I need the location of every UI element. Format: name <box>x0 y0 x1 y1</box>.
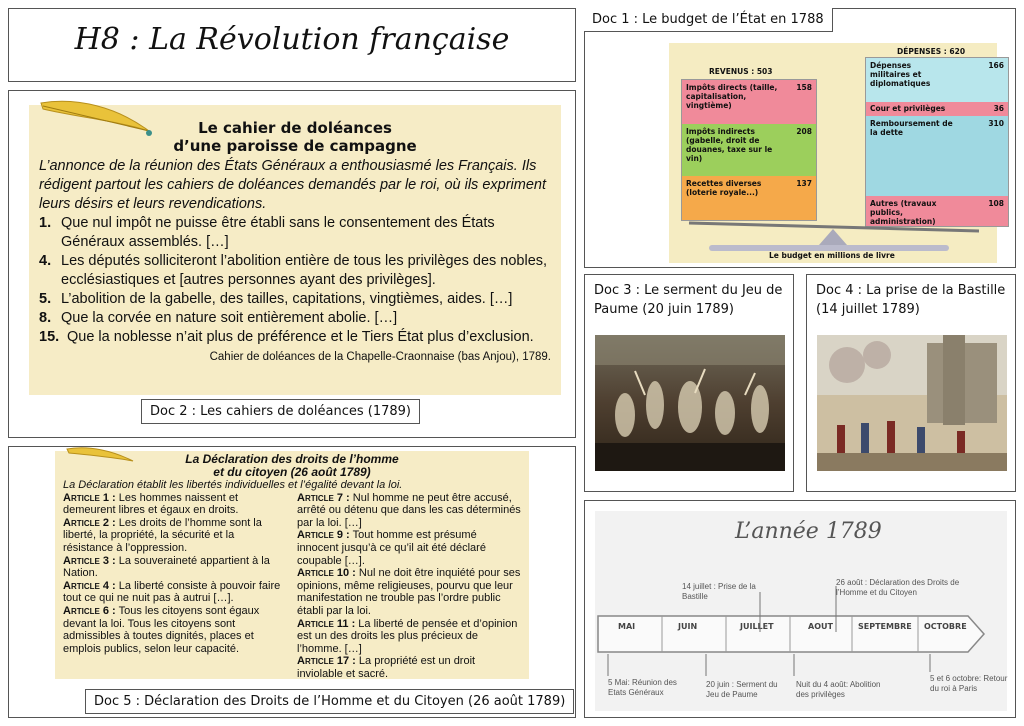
decl-article <box>63 517 287 555</box>
revenus-item <box>682 176 816 220</box>
article-label: Article 6 : <box>63 604 116 617</box>
budget-label: Impôts indirects (gabelle, droit de douanes, taxe sur le vin) <box>686 127 773 163</box>
depenses-column <box>865 57 1009 227</box>
timeline-month: JUILLET <box>740 622 774 631</box>
timeline-month: JUIN <box>678 622 698 631</box>
budget-value: 36 <box>993 104 1004 113</box>
revenus-column <box>681 79 817 221</box>
doc3-box <box>584 274 794 492</box>
doc5-caption: Doc 5 : Déclaration des Droits de l’Homme et du Citoyen (26 août 1789) <box>85 689 574 714</box>
budget-illustration <box>669 43 1004 263</box>
doc5-columns <box>63 492 521 681</box>
doc2-heading-2: d’une paroisse de campagne <box>173 137 417 155</box>
timeline-note-serment: 20 juin : Serment du Jeu de Paume <box>706 680 778 699</box>
decl-article <box>297 618 521 656</box>
depenses-title: DÉPENSES : 620 <box>897 47 966 56</box>
budget-footer: Le budget en millions de livre <box>769 251 895 260</box>
budget-label: Dépenses militaires et diplomatiques <box>870 61 931 88</box>
timeline-title: L’année 1789 <box>735 519 882 544</box>
article-label: Article 10 : <box>297 567 356 580</box>
doc5-right-column <box>297 492 521 681</box>
budget-label: Autres (travaux publics, administration) <box>870 199 937 226</box>
doc2-article <box>39 252 551 290</box>
article-text: Tout homme est présumé innocent jusqu’à ce qu’il ait été déclaré coupable […]. <box>297 529 486 567</box>
timeline-note-declaration: 26 août : Déclaration des Droits de l’Homme et du Citoyen <box>836 578 960 597</box>
doc5-heading-1: La Déclaration des droits de l’homme <box>185 452 399 466</box>
budget-value: 108 <box>988 199 1004 208</box>
article-text: L’abolition de la gabelle, des tailles, capitations, vingtièmes, aides. […] <box>61 291 513 307</box>
timeline-note-retour-roi: 5 et 6 octobre: Retour du roi à Paris <box>930 674 1008 693</box>
article-number: 5. <box>39 291 52 307</box>
depenses-item <box>866 102 1008 116</box>
article-label: Article 4 : <box>63 579 116 592</box>
article-label: Article 1 : <box>63 491 116 504</box>
revenus-item <box>682 124 816 176</box>
doc2-box <box>8 90 576 438</box>
balance-scale-icon <box>669 219 997 253</box>
doc4-caption: Doc 4 : La prise de la Bastille (14 juillet 1789) <box>816 283 1006 317</box>
article-number: 8. <box>39 310 52 326</box>
budget-label: Impôts directs (taille, capitalisation, vingtième) <box>686 83 778 110</box>
quill-icon <box>65 445 135 465</box>
decl-article <box>63 492 287 517</box>
doc5-heading-2: et du citoyen (26 août 1789) <box>213 465 371 479</box>
budget-label: Recettes diverses (loterie royale...) <box>686 179 762 197</box>
doc5-document <box>55 451 529 679</box>
doc1-box <box>584 8 1016 268</box>
article-number: 15. <box>39 329 60 345</box>
article-number: 1. <box>39 215 52 231</box>
budget-label: Remboursement de la dette <box>870 119 953 137</box>
decl-article <box>63 605 287 655</box>
doc2-heading-1: Le cahier de doléances <box>198 119 392 137</box>
budget-value: 166 <box>988 61 1004 70</box>
budget-value: 208 <box>796 127 812 136</box>
article-text: Nul homme ne peut être accusé, arrêté ou détenu que dans les cas déterminés par la loi. […] <box>297 491 521 529</box>
doc1-caption: Doc 1 : Le budget de l’État en 1788 <box>584 8 833 32</box>
doc2-source: Cahier de doléances de la Chapelle-Craonnaise (bas Anjou), 1789. <box>209 351 551 363</box>
doc3-caption: Doc 3 : Le serment du Jeu de Paume (20 juin 1789) <box>594 283 783 317</box>
article-text: Que la corvée en nature soit entièrement abolie. […] <box>61 310 398 326</box>
doc5-left-column <box>63 492 287 681</box>
timeline-month: MAI <box>618 622 636 631</box>
article-label: Article 9 : <box>297 529 350 542</box>
article-text: Nul ne doit être inquiété pour ses opinions, même religieuses, pourvu que leur manifestation ne trouble pas l’ordre public établi par la loi. <box>297 567 521 617</box>
depenses-item <box>866 58 1008 102</box>
doc2-document <box>29 105 561 395</box>
article-text: Que nul impôt ne puisse être établi sans le consentement des États Généraux assemblés. […] <box>61 215 495 250</box>
revenus-item <box>682 80 816 124</box>
doc2-caption: Doc 2 : Les cahiers de doléances (1789) <box>141 399 420 424</box>
budget-value: 158 <box>796 83 812 92</box>
timeline-note-etats-generaux: 5 Mai: Réunion des Etats Généraux <box>608 678 677 697</box>
article-text: Les députés solliciteront l’abolition entière de tous les privilèges des nobles, ecclésiastiques et [autres personnes ayant des privilèges]. <box>61 253 548 288</box>
doc2-article <box>39 214 551 252</box>
article-label: Article 7 : <box>297 491 350 504</box>
doc2-article <box>39 309 551 328</box>
timeline-note-bastille: 14 juillet : Prise de la Bastille <box>682 582 756 601</box>
depenses-item <box>866 116 1008 196</box>
decl-article <box>297 529 521 567</box>
article-text: Les droits de l’homme sont la liberté, la propriété, la sécurité et la résistance à l’oppression. <box>63 516 262 554</box>
jeu-de-paume-painting <box>595 335 785 471</box>
doc5-box <box>8 446 576 718</box>
revenus-title: REVENUS : 503 <box>709 67 773 76</box>
decl-article <box>63 555 287 580</box>
doc4-box <box>806 274 1016 492</box>
article-text: La propriété est un droit inviolable et sacré. <box>297 655 476 680</box>
doc5-intro: La Déclaration établit les libertés individuelles et l’égalité devant la loi. <box>63 479 403 491</box>
page-title: H8 : La Révolution française <box>74 22 510 57</box>
decl-article <box>63 580 287 605</box>
doc2-article <box>39 328 551 347</box>
budget-label: Cour et privilèges <box>870 104 946 113</box>
timeline-note-nuit-4-aout: Nuit du 4 août: Abolition des privilèges <box>796 680 881 699</box>
prise-bastille-painting <box>817 335 1007 471</box>
article-label: Article 11 : <box>297 617 356 630</box>
article-label: Article 17 : <box>297 655 356 668</box>
article-number: 4. <box>39 253 52 269</box>
article-text: La souveraineté appartient à la Nation. <box>63 554 270 580</box>
article-text: La liberté de pensée et d’opinion est un des droits les plus précieux de l’homme. […] <box>297 617 518 655</box>
article-text: Les hommes naissent et demeurent libres et égaux en droits. <box>63 491 239 517</box>
quill-icon <box>37 97 157 139</box>
article-label: Article 3 : <box>63 554 116 567</box>
decl-article <box>297 492 521 530</box>
article-label: Article 2 : <box>63 516 116 529</box>
budget-value: 310 <box>988 119 1004 128</box>
article-text: La liberté consiste à pouvoir faire tout ce qui ne nuit pas à autrui […]. <box>63 579 281 605</box>
decl-article <box>297 567 521 617</box>
article-text: Tous les citoyens sont égaux devant la loi. Tous les citoyens sont admissibles à toutes dignités, places et emplois publics, selon leur capacité. <box>63 604 260 655</box>
timeline-month: AOUT <box>808 622 833 631</box>
article-text: Que la noblesse n’ait plus de préférence et le Tiers État plus d’exclusion. <box>67 329 534 345</box>
decl-article <box>297 655 521 680</box>
timeline-month: OCTOBRE <box>924 622 967 631</box>
title-box <box>8 8 576 82</box>
timeline-month: SEPTEMBRE <box>858 622 912 631</box>
doc2-intro: L’annonce de la réunion des États Généraux a enthousiasmé les Français. Ils rédigent partout les cahiers de doléances demandés par le roi, où ils expriment leurs désirs et leurs revendications. <box>39 158 546 212</box>
doc2-article <box>39 290 551 309</box>
budget-value: 137 <box>796 179 812 188</box>
